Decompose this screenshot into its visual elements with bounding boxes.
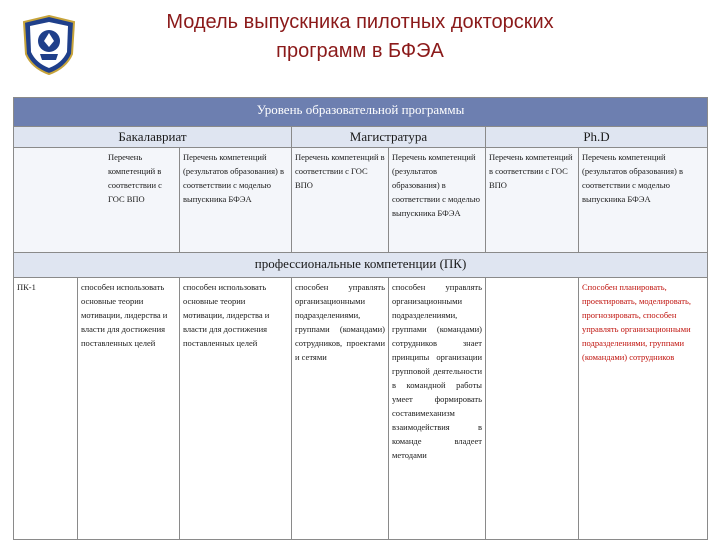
competency-cell: способен управлять организационными подразделениями, группами (командами) сотрудников, проектами и сетями xyxy=(292,278,389,540)
level-master: Магистратура xyxy=(292,127,486,148)
competency-cell: способен использовать основные теории мотивации, лидерства и власти для достижения поставленных целей xyxy=(180,278,292,540)
subheader-cell: Перечень компетенций в соответствии с ГОС ВПО xyxy=(14,148,180,253)
competency-cell: способен использовать основные теории мотивации, лидерства и власти для достижения поставленных целей xyxy=(78,278,180,540)
level-phd: Ph.D xyxy=(486,127,708,148)
page-title-line-2: программ в БФЭА xyxy=(276,40,444,62)
page-title xyxy=(150,8,570,66)
table-header: Уровень образовательной программы xyxy=(14,98,708,127)
page-title-line-1: Модель выпускника пилотных докторских xyxy=(166,11,554,33)
level-bachelor: Бакалавриат xyxy=(14,127,292,148)
subheader-cell: Перечень компетенций в соответствии с ГОС ВПО xyxy=(486,148,579,253)
section-title: профессиональные компетенции (ПК) xyxy=(14,253,708,278)
subheader-cell: Перечень компетенций (результатов образования) в соответствии с моделью выпускника БФЭА xyxy=(579,148,708,253)
competency-table xyxy=(13,97,708,540)
subheader-cell: Перечень компетенций (результатов образования) в соответствии с моделью выпускника БФЭА xyxy=(389,148,486,253)
competency-cell: способен управлять организационными подразделениями, группами (командами) сотрудников знает принципы организации групповой деятельности в командной работы умеет формировать составимеханизм взаимодействия в команде владеет методами xyxy=(389,278,486,540)
logo-emblem-icon xyxy=(20,14,78,76)
subheader-cell: Перечень компетенций (результатов образования) в соответствии с моделью выпускника БФЭА xyxy=(180,148,292,253)
subheader-cell: Перечень компетенций в соответствии с ГОС ВПО xyxy=(292,148,389,253)
competency-cell xyxy=(486,278,579,540)
competency-cell-highlight: Способен планировать, проектировать, моделировать, прогнозировать, способен управлять организационными подразделениями, группами (командами) сотрудников xyxy=(579,278,708,540)
row-label: ПК-1 xyxy=(14,278,78,540)
